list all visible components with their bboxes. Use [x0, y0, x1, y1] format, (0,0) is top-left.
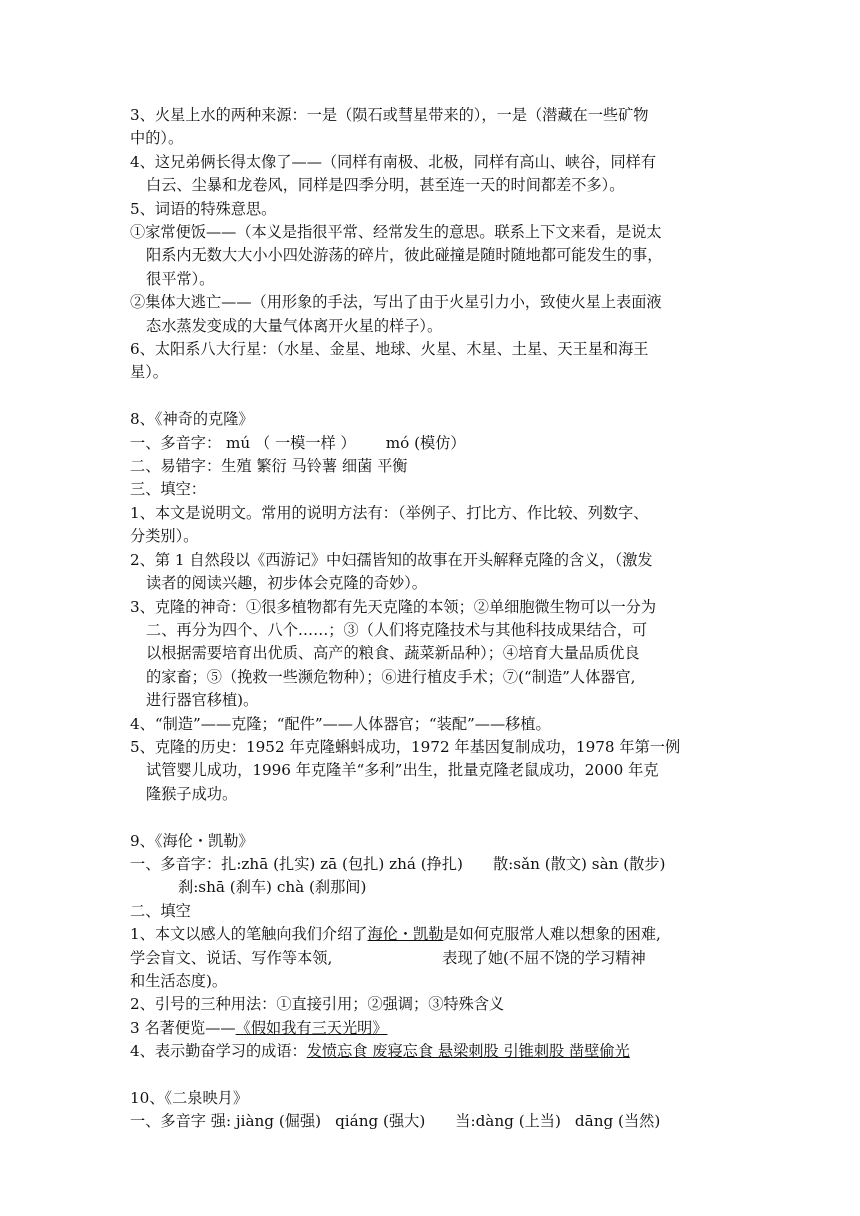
text-span: 一、多音字：扎:zhā (扎实) zā (包扎) zhá (挣扎) [130, 854, 463, 873]
text-span: 散:sǎn (散文) sàn (散步) [492, 854, 666, 873]
blank-line [130, 806, 730, 829]
text-line: 读者的阅读兴趣，初步体会克隆的奇妙）。 [146, 574, 427, 593]
text-line: 6、太阳系八大行星：（水星、金星、地球、火星、木星、土星、天王星和海王 [130, 340, 649, 359]
text-line: 二、易错字：生殖 繁衍 马铃薯 细菌 平衡 [130, 457, 408, 476]
text-line: 分类别）。 [130, 527, 199, 546]
text-line: 进行器官移植)。 [146, 691, 259, 710]
text-line [130, 432, 730, 455]
text-line: 三、填空： [130, 480, 206, 499]
text-span: mó (模仿） [385, 433, 466, 452]
section-title: 8、《神奇的克隆》 [130, 410, 254, 429]
text-line: 阳系内无数大大小小四处游荡的碎片，彼此碰撞是随时随地都可能发生的事， [146, 246, 663, 265]
section-title: 10、《二泉映月》 [130, 1089, 249, 1108]
text-line: 中的）。 [130, 129, 184, 148]
text-line: 4、“制造”——克隆；“配件”——人体器官；“装配”——移植。 [130, 714, 551, 733]
text-line [130, 923, 730, 946]
text-line: 3、火星上水的两种来源：一是（陨石或彗星带来的），一是（潜藏在一些矿物 [130, 106, 649, 124]
text-line: 的家畜；⑤（挽救一些濒危物种）；⑥进行植皮手术；⑦(“制造”人体器官, [146, 667, 636, 686]
blank-line [130, 385, 730, 408]
text-line [130, 1017, 730, 1040]
text-line: 隆猴子成功。 [146, 784, 238, 803]
text-line: ①家常便饭——（本义是指很平常、经常发生的意思。联系上下文来看，是说太 [130, 223, 662, 242]
text-line [130, 1040, 730, 1063]
underlined-idioms: 发愤忘食 废寝忘食 悬梁刺股 引锥刺股 凿壁偷光 [306, 1042, 630, 1061]
text-line: 和生活态度)。 [130, 972, 228, 990]
text-line: 以根据需要培育出优质、高产的粮食、蔬菜新品种）；④培育大量品质优良 [146, 644, 640, 663]
text-line: 二、再分为四个、八个……；③（人们将克隆技术与其他科技成果结合，可 [146, 620, 648, 639]
text-line: ②集体大逃亡——（用形象的手法，写出了由于火星引力小，致使火星上表面液 [130, 293, 662, 312]
section-title: 9、《海伦・凯勒》 [130, 831, 254, 850]
text-line: 白云、尘暴和龙卷风，同样是四季分明，甚至连一天的时间都差不多）。 [146, 176, 625, 195]
underlined-name: 海伦・凯勒 [367, 925, 444, 944]
text-span: 一、多音字： mú （ 一模一样 ） [130, 433, 356, 452]
text-line: 3、克隆的神奇：①很多植物都有先天克隆的本领；②单细胞微生物可以一分为 [130, 597, 657, 616]
text-line: 1、本文是说明文。常用的说明方法有：（举例子、打比方、作比较、列数字、 [130, 503, 649, 522]
text-span: 1、本文以感人的笔触向我们介绍了 [130, 925, 368, 944]
text-line [130, 1110, 730, 1133]
text-span: qiáng (强大) [335, 1112, 426, 1131]
blank-line [130, 1064, 730, 1087]
text-line: 二、填空 [130, 901, 191, 920]
text-line [130, 947, 730, 970]
text-line: 2、第 1 自然段以《西游记》中妇孺皆知的故事在开头解释克隆的含义，（激发 [130, 550, 653, 569]
text-span: 表现了她(不屈不饶的学习精神 [442, 948, 646, 967]
text-line [130, 853, 730, 876]
text-line: 4、这兄弟俩长得太像了——（同样有南极、北极，同样有高山、峡谷，同样有 [130, 152, 657, 171]
text-line: 2、引号的三种用法：①直接引用；②强调；③特殊含义 [130, 995, 505, 1014]
text-line: 5、词语的特殊意思。 [130, 199, 277, 218]
text-span: 是如何克服常人难以想象的困难, [443, 925, 661, 944]
text-span: 当:dàng (上当) [455, 1112, 561, 1131]
text-span: 4、表示勤奋学习的成语： [130, 1042, 307, 1061]
text-line: 5、克隆的历史：1952 年克隆蝌蚪成功，1972 年基因复制成功，1978 年第一例 [130, 737, 681, 756]
text-span: 学会盲文、说话、写作等本领, [130, 948, 333, 967]
text-line: 很平常）。 [146, 269, 215, 288]
text-line: 星）。 [130, 363, 168, 382]
text-line: 刹:shā (刹车) chà (刹那间) [178, 878, 367, 897]
text-span: 一、多音字 强: jiàng (倔强) [130, 1112, 322, 1131]
text-span: 3 名著便览—— [130, 1018, 236, 1037]
document-page [130, 104, 730, 1134]
underlined-book-title: 《假如我有三天光明》 [235, 1018, 388, 1037]
text-line: 态水蒸发变成的大量气体离开火星的样子）。 [146, 316, 443, 335]
text-line: 试管婴儿成功，1996 年克隆羊“多利”出生，批量克隆老鼠成功，2000 年克 [146, 761, 659, 780]
text-span: dāng (当然) [574, 1112, 661, 1131]
